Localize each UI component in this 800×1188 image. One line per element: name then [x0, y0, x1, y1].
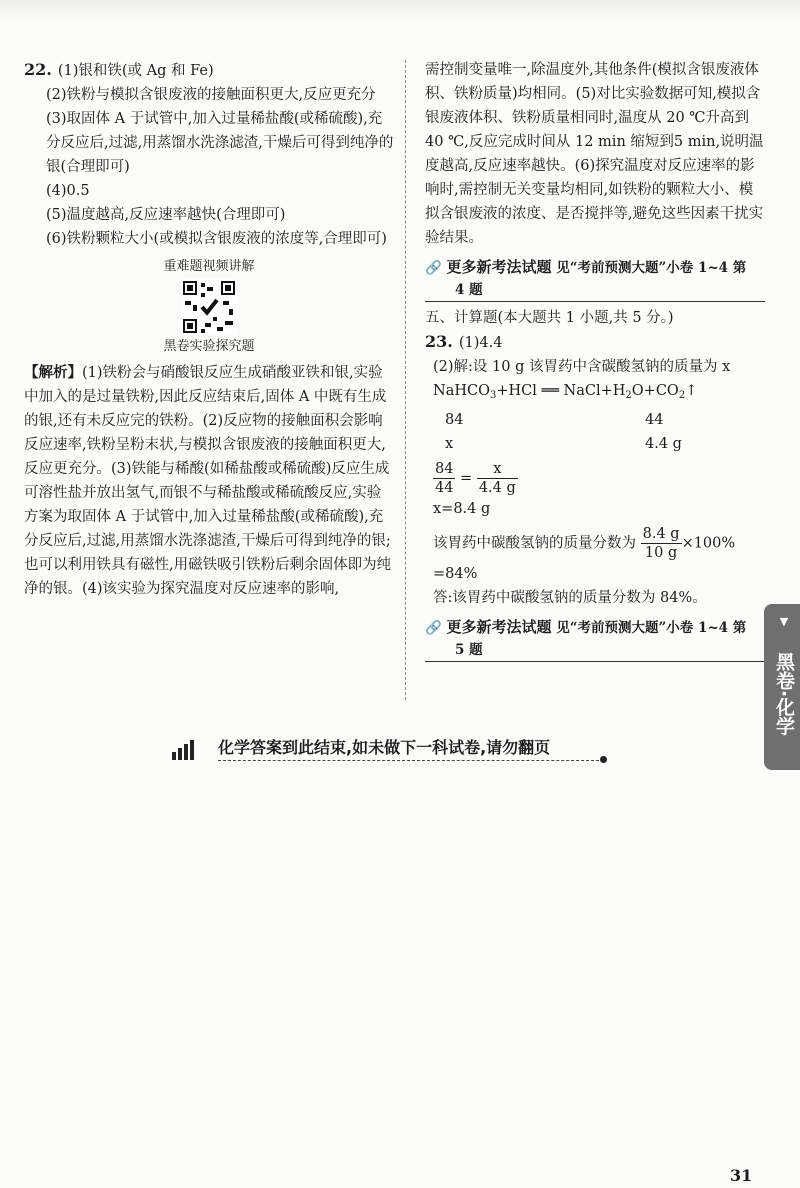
end-banner-text: 化学答案到此结束,如未做下一科试卷,请勿翻页 [218, 738, 551, 757]
more-link-ref: 见“考前预测大题”小卷 1~4 第 [556, 260, 747, 276]
end-banner-dot [600, 756, 607, 763]
ratio-4-4: 4.4 g [645, 436, 682, 452]
proportion: $\frac{84}{44}$ = $\frac{x}{4.4 g}$ [435, 461, 516, 496]
top-shadow-band [0, 0, 800, 22]
more-questions-link-1[interactable] [425, 256, 765, 302]
qr-caption-bottom: 黑卷实验探究题 [163, 339, 255, 354]
ratio-x: x [445, 436, 454, 452]
q22-number: 22. [24, 60, 52, 79]
subject-side-tab[interactable] [764, 604, 800, 770]
side-tab-label: 黑卷·化学 [773, 652, 795, 736]
q22-part5: (5)温度越高,反应速率越快(合理即可) [46, 207, 286, 223]
q22-part6: (6)铁粉颗粒大小(或模拟含银废液的浓度等,合理即可) [46, 231, 387, 247]
qr-code-icon[interactable] [181, 279, 237, 335]
q23-part1-text: (1)4.4 [458, 335, 503, 351]
q23-number: 23. [425, 332, 453, 351]
more-link-tail: 4 题 [425, 279, 765, 302]
percentage-line [425, 525, 765, 562]
q22-part2: (2)铁粉与模拟含银废液的接触面积更大,反应更充分 [46, 87, 376, 103]
ratio-84: 84 [445, 412, 464, 428]
more-link-title: 更多新考法试题 [446, 258, 552, 276]
column-divider [405, 60, 406, 700]
link-icon: 🔗 [425, 260, 442, 276]
eq-middle: +HCl ══ NaCl+H [496, 383, 626, 399]
end-banner [172, 736, 606, 762]
page-number: 31 [730, 1166, 753, 1185]
qr-caption-top: 重难题视频讲解 [163, 259, 255, 274]
q22-part1 [24, 58, 394, 83]
eq-arrow: ↑ [685, 383, 698, 399]
q22-part3: (3)取固体 A 于试管中,加入过量稀盐酸(或稀硫酸),充分反应后,过滤,用蒸馏水洗涤滤渣,干燥后可得到纯净的银(合理即可) [46, 111, 394, 175]
ratio-44: 44 [645, 412, 664, 428]
percentage-multiplier: ×100% [681, 535, 736, 552]
q22-part1-text: (1)银和铁(或 Ag 和 Fe) [57, 63, 214, 79]
fraction-x-4-4: $\frac{x}{4.4 g}$ [478, 461, 516, 496]
chevron-down-icon: ▼ [779, 615, 789, 628]
left-column [24, 58, 394, 601]
fraction-8-4-10: $\frac{8.4 g}{10 g}$ [642, 526, 680, 561]
x-result: x=8.4 g [433, 501, 491, 517]
eq-reactant: NaHCO [433, 383, 490, 399]
section-title: 五、计算题(本大题共 1 小题,共 5 分。) [425, 310, 674, 326]
bar-chart-icon [172, 740, 196, 760]
fraction-84-44: $\frac{84}{44}$ [435, 461, 454, 496]
analysis-text: (1)铁粉会与硝酸银反应生成硝酸亚铁和银,实验中加入的是过量铁粉,因此反应结束后,固体 A 中既有生成的银,还有未反应完的铁粉。(2)反应物的接触面积会影响反应速率,铁粉呈粉末状,与模拟含银废液的接触面积更大,反应更充分。(3)铁能与稀酸(如稀盐酸或稀硫酸)反应生成可溶性盐并放出氢气,而银不与稀盐酸或稀硫酸反应,实验方案为取固体 A 于试管中,加入过量稀盐酸(或稀硫酸),充分反应后,过滤,用蒸馏水洗涤滤渣,干燥后可得到纯净的银;也可以利用铁具有磁性,用磁铁吸引铁粉后剩余固体即为纯净的银。(4)该实验为探究温度对反应速率的影响, [24, 365, 392, 597]
ratio-row-1 [425, 408, 765, 432]
qr-block[interactable] [24, 257, 394, 357]
percentage-result: =84% [433, 566, 478, 582]
more-link-title: 更多新考法试题 [446, 618, 552, 636]
more-questions-link-2[interactable] [425, 616, 765, 662]
end-banner-line [218, 760, 604, 761]
more-link-ref: 见“考前预测大题”小卷 1~4 第 [556, 620, 747, 636]
more-link-tail: 5 题 [425, 639, 765, 662]
analysis-continued: 需控制变量唯一,除温度外,其他条件(模拟含银废液体积、铁粉质量)均相同。(5)对比实验数据可知,模拟含银废液体积、铁粉质量相同时,温度从 20 ℃升高到 40 ℃,反应完成时间从 12 min 缩短到5 min,说明温度越高,反应速率越快。(6)探究温度对反应速率的影响时,需控制无关变量均相同,如铁粉的颗粒大小、模拟含银废液的浓度、是否搅拌等,避免这些因素干扰实验结果。 [425, 62, 764, 246]
analysis-paragraph [24, 361, 394, 601]
q23-part2: (2)解:设 10 g 该胃药中含碳酸氢钠的质量为 x [433, 359, 731, 375]
chemical-equation: NaHCO$_3$+HCl ══ $NaCl+H_2O+CO_2↑$ [433, 383, 698, 401]
right-column [425, 58, 765, 666]
link-icon: 🔗 [425, 620, 442, 636]
analysis-tag: 【解析】 [24, 364, 82, 381]
eq-middle2: O+CO [631, 383, 679, 399]
ratio-row-2 [425, 432, 765, 456]
q22-part4: (4)0.5 [46, 183, 90, 199]
q23-part1 [425, 330, 765, 355]
percentage-label: 该胃药中碳酸氢钠的质量分数为 [433, 535, 636, 552]
final-answer: 答:该胃药中碳酸氢钠的质量分数为 84%。 [433, 590, 707, 606]
